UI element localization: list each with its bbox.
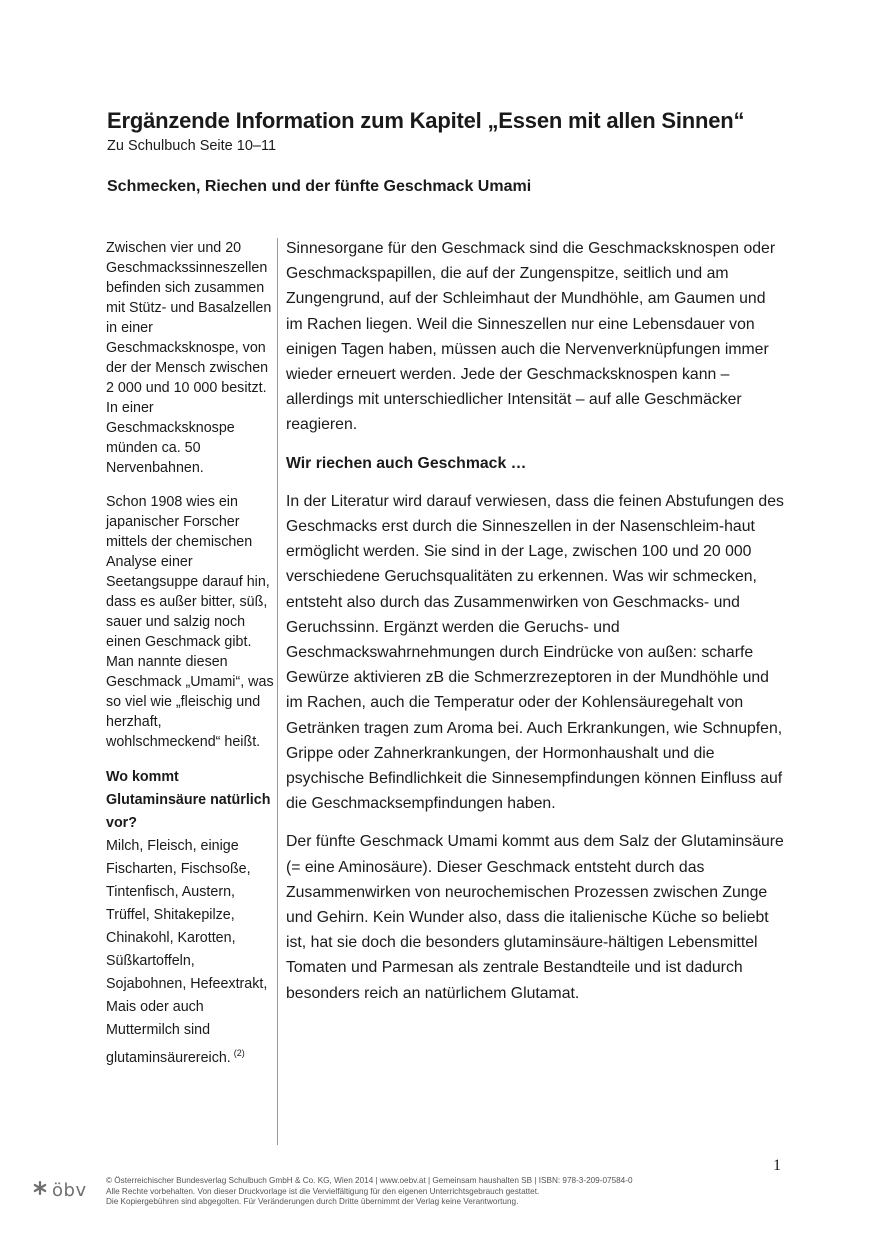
footer-line-3: Die Kopiergebühren sind abgegolten. Für Veränderungen durch Dritte übernimmt der Verlag keine Verantwortung. xyxy=(106,1197,519,1207)
section-heading: Schmecken, Riechen und der fünfte Geschmack Umami xyxy=(107,178,532,195)
logo-text: öbv xyxy=(52,1180,87,1201)
oebv-star-icon xyxy=(32,1180,48,1201)
box-text-wrapper xyxy=(106,835,274,1070)
sidebar-paragraph-1: Zwischen vier und 20 Geschmackssinneszellen befinden sich zusammen mit Stütz- und Basalzellen in einer Geschmacksknospe, von der der Mensch zwischen 2 000 und 10 000 besitzt. In einer Geschmacksknospe münden ca. 50 Nervenbahnen. xyxy=(106,240,272,476)
copyright-footer xyxy=(106,1176,786,1208)
main-paragraph-2: In der Literatur wird darauf verwiesen, dass die feinen Abstufungen des Geschmacks erst durch die Sinneszellen in der Nasenschleim-haut ermöglicht werden. Sie sind in der Lage, zwischen 100 und 20 000 verschiedene Geruchsqualitäten zu erkennen. Was wir schmecken, entsteht also durch das Zusammenwirken von Geschmacks- und Geruchssinn. Ergänzt werden die Geruchs- und Geschmackswahrnehmungen durch Eindrücke von außen: scharfe Gewürze aktivieren zB die Schmerzrezeptoren in der Mundhöhle und im Rachen, auch die Temperatur oder der Kohlensäuregehalt von Getränken tragen zum Aroma bei. Auch Erkrankungen, wie Schnupfen, Grippe oder Zahnerkrankungen, der Hormonhaushalt und die psychische Befindlichkeit die Sinnesempfindungen können Einfluss auf die Geschmacksempfindungen haben. xyxy=(286,492,784,813)
main-paragraph-3: Der fünfte Geschmack Umami kommt aus dem Salz der Glutaminsäure (= eine Aminosäure). Dieser Geschmack entsteht durch das Zusammenwirken von neurochemischen Prozessen zwischen Zunge und Gehirn. Kein Wunder also, dass die italienische Küche so beliebt ist, hat sie doch die besonders glutaminsäure-hältigen Lebensmittel Tomaten und Parmesan als zentrale Bestandteile und ist dadurch besonders reich an natürlichem Glutamat. xyxy=(286,833,784,1002)
main-column xyxy=(286,236,786,1019)
box-heading: Wo kommt Glutaminsäure natürlich vor? xyxy=(106,769,271,831)
column-divider xyxy=(277,238,278,1145)
page-number: 1 xyxy=(773,1157,781,1174)
footer-line-1: © Österreichischer Bundesverlag Schulbuch GmbH & Co. KG, Wien 2014 | www.oebv.at | Gemeinsam haushalten SB | ISBN: 978-3-209-07584-0 xyxy=(106,1176,633,1185)
page-subtitle: Zu Schulbuch Seite 10–11 xyxy=(107,138,277,154)
publisher-logo xyxy=(32,1180,87,1201)
sidebar-paragraph-2: Schon 1908 wies ein japanischer Forscher mittels der chemischen Analyse einer Seetangsuppe darauf hin, dass es außer bitter, süß, sauer und salzig noch einen Geschmack gibt. Man nannte diesen Geschmack „Umami“, was so viel wie „fleischig und herzhaft, wohlschmeckend“ heißt. xyxy=(106,494,274,750)
box-text: Milch, Fleisch, einige Fischarten, Fischsoße, Tintenfisch, Austern, Trüffel, Shitakepilze, Chinakohl, Karotten, Süßkartoffeln, Sojabohnen, Hefeextrakt, Mais oder auch Muttermilch sind glutaminsäurereich. xyxy=(106,838,268,1066)
main-subheading: Wir riechen auch Geschmack … xyxy=(286,454,527,472)
footnote-reference: (2) xyxy=(233,1048,245,1058)
main-paragraph-1: Sinnesorgane für den Geschmack sind die Geschmacksknospen oder Geschmackspapillen, die auf der Zungenspitze, seitlich und am Zungengrund, auf der Schleimhaut der Mundhöhle, am Gaumen und im Rachen liegen. Weil die Sinneszellen nur eine Lebensdauer von einigen Tagen haben, müssen auch die Nervenverknüpfungen immer wieder erneuert werden. Jede der Geschmacksknospen kann – allerdings mit unterschiedlicher Intensität – auf alle Geschmäcker reagieren. xyxy=(286,240,776,434)
glutamic-acid-box xyxy=(106,766,274,1070)
footer-line-2: Alle Rechte vorbehalten. Von dieser Druckvorlage ist die Vervielfältigung für den eigenen Unterrichtsgebrauch gestattet. xyxy=(106,1186,540,1196)
page-title: Ergänzende Information zum Kapitel „Essen mit allen Sinnen“ xyxy=(107,108,745,133)
sidebar-column xyxy=(106,238,274,1070)
